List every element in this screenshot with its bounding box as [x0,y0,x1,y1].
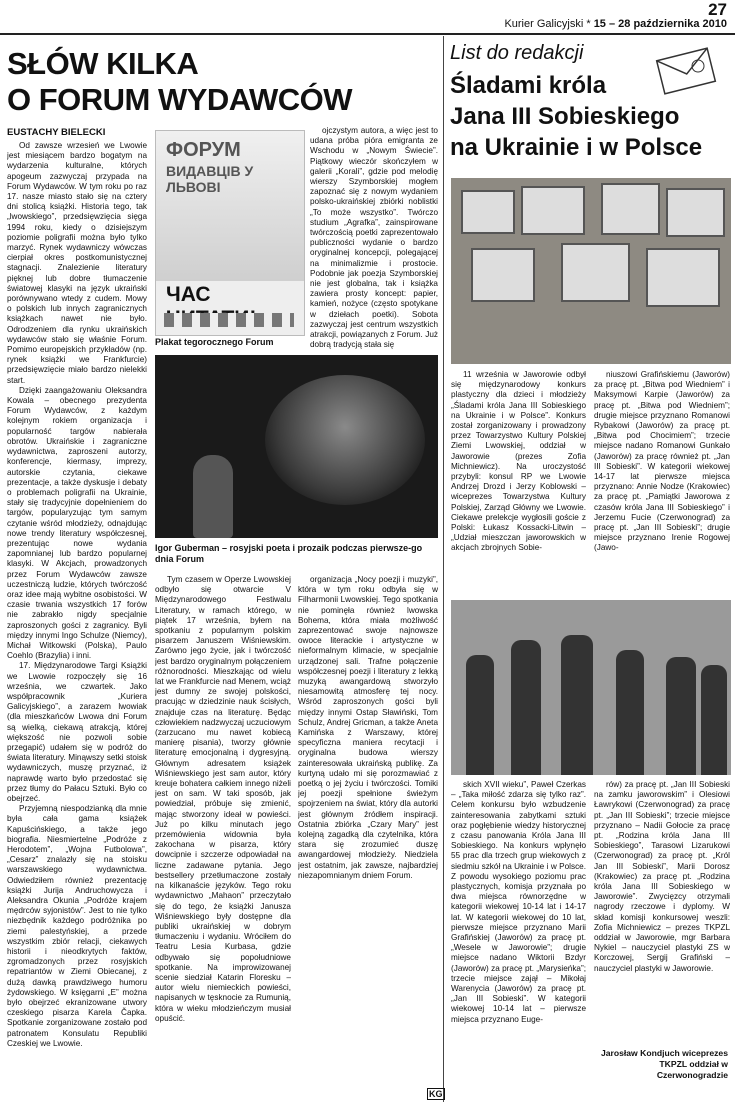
running-header [504,18,727,30]
article-column-3 [298,575,438,1090]
paragraph: organizacja „Nocy poezji i muzyki”, która w tym roku odbyła się w Filharmonii Lwowskiej. Tego spotkania nie pominęła również lwowska Bohema, która miała możliwość zaprezentować swoje najnowsze owoce literackie i artystyczne w nieformalnym klimacie, w specjalnie urządzonej sali. Trafne połączenie współczesnej poezji i literatury z lekką muzyką awangardową stworzyło niesamowitą atmosferę tej nocy. Wśród zaproszonych gości byli między innymi Ostap Sławiński, Tom Schulz, Andrej Gricman, a także Aneta Kamińska z Warszawy, której specyficzna maniera recytacji i oryginalna budowa wierszy zainteresowała ukraińską publikę. Za kurtyną udało mi się porozmawiać z poetką o jej życiu i twórczości. Tomiki jej poezji spełnione świeżym spojrzeniem na świat, który dla autorki jest głównym źródłem inspiracji. Ostatnia zbiórka „Czary Mary” jest kolejną zagadką dla czytelnika, która stara się zrozumieć duszę awangardowej młodzieży. Niedziela jest ostatnim, jak zawsze, najbardziej niezapomnianym dniem Forum. [298,575,438,880]
article-title [7,46,352,118]
article-column-2 [155,575,291,1095]
article-column-2-top [310,126,438,354]
photo-caption: Igor Guberman – rosyjski poeta i prozaik podczas pierwsze-go dnia Forum [155,543,423,564]
signature: Jarosław Kondjuch wiceprezes TKPZL oddział w Czerwonogradzie [600,1048,728,1080]
painting [666,188,725,237]
poster-slogan: ЧАС [166,283,211,306]
paragraph: Od zawsze wrzesień we Lwowie jest miesiącem bardzo bogatym na wydarzenia kulturalne, których apogeum zazwyczaj przypada na Forum Wydawców. W tym roku po raz 17. nasze miasto stało się na cztery dni stolicą książki. Historia tego, tak „lwowskiego”, przedsięwzięcia sięga 1994 roku, kiedy o dzisiejszym poziomie poligrafii można było tylko marzyć. Rynek wydawniczy wówczas cierpiał okres postkomunistycznej stagnacji. Znalezienie literatury pięknej lub dobre tłumaczenie światowej klasyki na język ukraiński porównywano wtedy z cudem. Mowy o polskich lub innych zagranicznych książkach nawet nie było. Odrodzeniem dla rynku ukraińskich wydawców stało się właśnie Forum. Pomimo europejskich przykładów (np. rynek książki we Frankfurcie) przedsięwzięcie miało bardzo nielekki start. [7,141,147,385]
sponsor-logos [164,313,294,327]
paragraph: Przyjemną niespodzianką dla mnie była cała gama książek Kapuścińskiego, a także jego biografia. Niesmiertelne „Podróże z Herodotem”, „Wojna Futbolowa”, „Cesarz” znalazły się na stoisku warszawskiego wydawnictwa. Odwiedziłem również prezentację książki Jurija Andruchowycza i Aleksandra Okunia „Podróże krajem mędrców syjonistów”. Jest to nie tylko niezbędnik każdego podróżnika po ziemi palestyńskiej, a przede wszystkim zbiór relacji, ciekawych historii i nieodkrytych faktów, zgromadzonych przez rosyjskich repatriantów w Ziemi Obiecanej, z dużą dawką prawdziwego humoru żydowskiego. W księgarni „E” można było obejrzeć ekranizowane utwory czeskiego pisarza Karela Čapka. Spotkanie zorganizowane zostało pod patronatem Konsulatu Republiki Czeskiej we Lwowie. [7,804,147,1048]
article-column-1 [7,141,147,1093]
paper-name: Kurier Galicyjski * [504,18,594,30]
paragraph: niuszowi Grafińskiemu (Jaworów) za pracę pt. „Bitwa pod Wiedniem” i Maksymowi Karpie (Jaworów) za pracę pt. „Bitwa pod Wiedniem”; drugie miejsce przyznano Romanowi Rybakowi (Jaworów) za pracę pt. „Bitwa pod Chocimiem”; trzecie miejsce nadano Romanowi Gunkało (Jaworów) za pracę również pt. „Jan III Sobieski”. W kategorii wiekowej 14-17 lat pierwsze miejsca przyznano: Annie Nodze (Krakowiec) za pracę pt. „Pamiątki Jaworowa z czasów króla Jana III Sobieskiego” i Jerzemu Fucie (Czerwonograd) za pracę pt. „Jan III Sobieski”; drugie miejsce przyznano Irenie Rogowej (Jawo- [594,370,730,553]
speaker-figure [193,455,233,538]
letter-title [450,70,702,163]
person-figure [466,655,494,775]
issue-date: 15 – 28 października 2010 [593,18,727,30]
letter-title-line-2: Jana III Sobieskiego [450,103,680,130]
painting [461,190,515,234]
letter-column-2 [594,780,730,1045]
page-number: 27 [708,0,727,19]
column-divider [443,36,444,1102]
paragraph: skich XVII wieku”, Paweł Czerkas – „Taka miłość zdarza się tylko raz”. Celem konkursu było wzbudzenie zainteresowania zabytkami sztuki oraz pogłębienie wiedzy historycznej z czasu panowania Króla Jana III Sobieskiego. Na konkurs wpłynęło 55 prac dla trzech grup wiekowych z siedmiu szkół na Ukrainie i w Polsce. Z powodu wysokiego poziomu prac plastycznych, komisja przyznała po dwa miejsca równorzędne w kategorii wiekowej 10-14 lat i 14-17 lat. W kategorii wiekowej do 10 lat, pierwsze miejsce przyznano Marii Grafińskiej (Jaworów) za pracę pt. „Wesele w Jaworowie”; drugie miejsce nadano Wiktorii Bzdyr (Jaworów) za pracę pt. „Marysieńka”; trzecie miejsce zajął – Mikołaj Warenycia (Jaworów) za pracę pt. „Jan III Sobieski”. W kategorii wiekowej 10-14 lat – pierwsze miejsca przyznano Euge- [451,780,586,1024]
kg-logo: KG [429,1089,443,1099]
header-rule [0,33,735,35]
paragraph: 11 września w Jaworowie odbył się międzynarodowy konkurs plastyczny dla dzieci i młodzieży „Śladami króla Jana III Sobieskiego na Ukrainie i w Polsce”. Konkurs został zorganizowany i prowadzony przez Towarzystwo Kultury Polskiej Ziemi Lwowskiej, oddział w Jaworowie (prezes Zofia Michniewicz). Na uroczystość przybyli: konsul RP we Lwowie Andrzej Drozd i Jerzy Koblowski – wiceprezes Towarzystwa Kultury Polskiej, Zarząd Główny we Lwowie. Ciekawe prelekcje wygłosili goście z Polski: Łukasz Kossacki-Litwin – „Udział mieszczan jaworowskich w akcjach zbrojnych Sobie- [451,370,586,553]
letter-title-line-3: na Ukrainie i w Polsce [450,134,703,161]
person-figure [701,665,727,775]
letter-title-line-1: Śladami króla [450,72,607,99]
section-label: List do redakcji [450,42,584,64]
person-figure [511,640,541,775]
letter-column-2-top [594,370,730,598]
letter-column-1 [451,780,586,1098]
paragraph: Dzięki zaangażowaniu Oleksandra Kowala – obecnego prezydenta Forum Wydawców, z każdym kolejnym rokiem organizacja i popularność targów nabierała obrotów. Ukraińskie i zagraniczne wydawnictwa, zaproszeni autorzy, konferencje, kiermasy, imprezy, autorskie czytania, ciekawe prezentacje, a także dyskusje i debaty o problemach poligrafii na Ukrainie, stały się tradycyjnie dopełnieniem do targów, popularyzując tym samym czytanie wśród młodzieży, odnajdując nowe trendy literatury współczesnej, prezentując nowe wydania zapomnianej lub bardzo popularnej klasyki. W Akcjach, prowadzonych przez Forum Wydawców zawsze uczestniczą ludzie, których twórczość oraz idee mają wybitne osobistości. W czasie trwania wszystkich 17 forów nie zabrakło nigdy specjalnie zaproszonych gości z zagranicy. Byli między innymi Ingo Schulze (Niemcy), Michał Witkowski (Polska), Paulo Coehlo (Brazylia) i inni. [7,385,147,661]
paragraph: 17. Międzynarodowe Targi Książki we Lwowie rozpoczęły się 16 września, we czwartek. Jako współpracownik „Kuriera Galicyjskiego”, a zarazem lwowiak (dla mieszkańców Lwowa dni Forum są wielką, ciekawą atrakcją, której większość nie pozwoli sobie przegapić) udałem się w podróż do świata literatury. Minąwszy setki stoisk wydawniczych, muszę przyznać, iż naprawdę warto było przedostać się przez tłumy do Pałacu Sztuki. Było co obejrzeć. [7,661,147,803]
title-line-1: SŁÓW KILKA [7,46,199,81]
painting [646,248,720,307]
title-line-2: O FORUM WYDAWCÓW [7,82,353,117]
forum-poster-image [155,130,305,336]
painting [521,186,585,235]
paragraph: Tym czasem w Operze Lwowskiej odbyło się otwarcie V Międzynarodowego Festiwalu Literatury, w ramach którego, w piątek 17 września, byłem na spotkaniu z popularnym polskim pisarzem Januszem Wiśniewskim. Zarówno jego życie, jak i twórczość jest bardzo oryginalnym połączeniem różnorodności. Mieszkając od wielu lat we Frankfurcie nad Menem, wciąż jest dumny ze swojej polskości, pracując w dziedzinie nauk ścisłych, znajduje czas na literaturę. Będąc człowiekiem nadzwyczaj uczuciowym (zarzucano mu nawet kobiecą manierę pisania), tworzy głównie literaturę emocjonalną i dygresyjną. Głównym adresatem książek Wiśniewskiego jest sam autor, który kreuje bohatera całkiem innego niżeli jest on sam. W taki sposób, jak powiedział, próbuje się zmienić, mając stworzony ideał w powieści. Już po kilku minutach jego przemówienia widownia była zakochana w pisarza, który dowcipnie i szczerze odpowiadał na liczne zadawane pytania. Jego bestsellery przetłumaczone zostały na kilkanaście języków. Tego roku wydawnictwo „Mahaon” przeczytało się do tego, że książki Janusza Wiśniewskiego były dostępne dla publiki ukraińskiej w dobrym tłumaczeniu i wydaniu. Wróciłem do Teatru Lesia Kurbasa, gdzie odbywało się popołudniowe spotkanie. Na improwizowanej scenie siedział Katarin Floresku – autor wielu niemieckich powieści, napisanych w tęsknocie za Rumunią, która w wieku młodzieńczym musiał opuścić. [155,575,291,1023]
painting [471,248,535,302]
painting [561,243,630,302]
painting [601,183,660,235]
exhibition-photo [451,178,731,364]
screen-portrait [265,375,425,505]
person-figure [616,650,644,775]
person-figure [666,657,696,775]
poster-heading: ФОРУМ [166,139,241,161]
letter-column-1-top [451,370,586,598]
person-figure [561,635,593,775]
guests-photo [451,600,731,775]
author: EUSTACHY BIELECKI [7,127,106,138]
paragraph: ojczystym autora, a więc jest to udana próba pióra emigranta ze Wschodu w „Nowym Świecie”. Piątkowy wieczór skończyłem w galerii „Korali”, gdzie pod melodię wierszy Szymborskiej mogłem zapoznać się z nowym wydaniem polsko-ukraińskiej zbiórki noblistki „To może wszystko”. Twórczo studium „Agrafka”, zainspirowane twórczością poetki zaprezentowało publiczności wydanie o bardzo oryginalnej koncepcji, polegającej na minimalizmie i prostocie. Podobnie jak poezja Szymborskiej nie jest globalna, tak i książka zawiera prosty koncept: papier, kamień, nożyce (często spotykane w dziełach poetki). Sobota zazwyczaj jest centrum wszystkich atrakcji, powiązanych z Forum. Już dobrą tradycją stała się [310,126,438,350]
poster-caption: Plakat tegorocznego Forum [155,337,274,347]
poster-subheading: ВИДАВЦІВ У ЛЬВОВІ [166,163,254,195]
paragraph: rów) za pracę pt. „Jan III Sobieski na zamku jaworowskim” i Olesiowi Ławrykowi (Czerwonograd) za pracę pt. „Jan III Sobieski”; trzecie miejsce przyznano – Nadii Gołocie za pracę pt. „Rodzina króla Jana III Sobieskiego”, Tarasowi Lizarukowi (Czerwonograd) za pracę pt. „Król Jan III Sobieski”, Marii Dorosz (Krakowiec) za pracę pt. „Rodzina króla Jana III Sobieskiego w Jaworowie”. Zwycięzcy otrzymali nagrody rzeczowe i dyplomy. W skład komisji konkursowej weszli: Zofia Michniewicz – prezes TKPZL oddział w Jaworowie, mgr Barbara Nykiel – nauczyciel plastyki ZS w Korczowej, Sergij Grafiński – nauczyciel plastyki w Jaworowie. [594,780,730,973]
guberman-photo [155,355,438,538]
